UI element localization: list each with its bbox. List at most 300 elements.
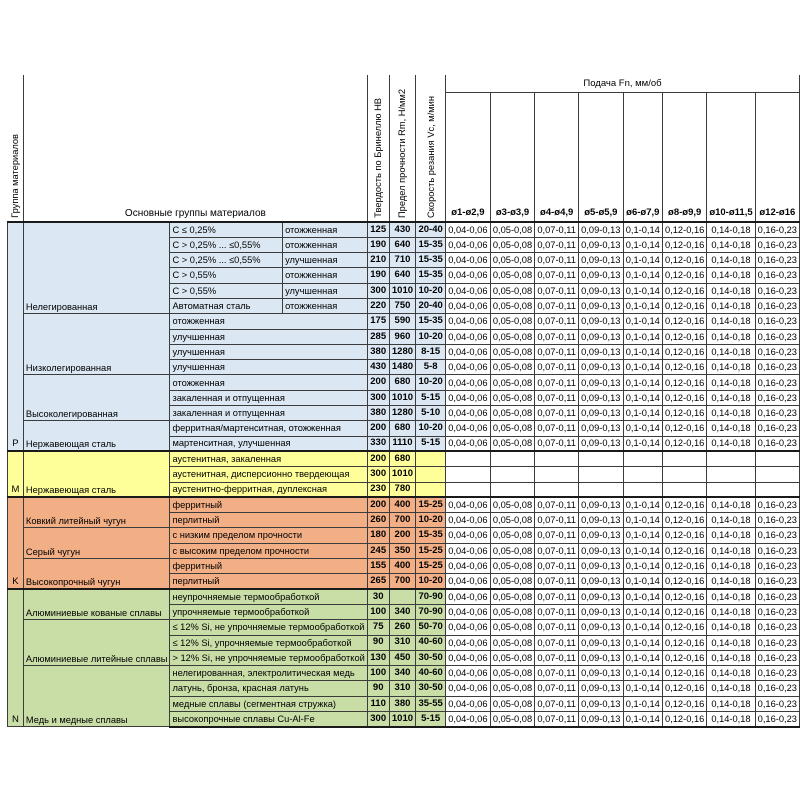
feed-cell — [755, 467, 799, 482]
feed-cell: 0,12-0,16 — [663, 360, 707, 375]
feed-cell: 0,04-0,06 — [445, 620, 490, 635]
feed-cell: 0,1-0,14 — [623, 360, 662, 375]
material-cell: улучшенная — [170, 344, 367, 359]
diameter-header: ø12-ø16 — [755, 92, 799, 222]
hardness-cell: 230 — [367, 482, 389, 497]
feed-cell: 0,04-0,06 — [445, 375, 490, 390]
feed-cell: 0,16-0,23 — [755, 421, 799, 436]
feed-cell: 0,16-0,23 — [755, 620, 799, 635]
table-row — [8, 589, 800, 604]
feed-cell: 0,1-0,14 — [623, 344, 662, 359]
feed-cell — [490, 451, 534, 466]
speed-cell — [416, 482, 446, 497]
hardness-cell: 75 — [367, 620, 389, 635]
feed-cell: 0,07-0,11 — [535, 421, 579, 436]
feed-cell: 0,07-0,11 — [535, 620, 579, 635]
feed-cell: 0,16-0,23 — [755, 650, 799, 665]
feed-cell: 0,16-0,23 — [755, 513, 799, 528]
feed-cell: 0,16-0,23 — [755, 543, 799, 558]
hardness-cell: 200 — [367, 497, 389, 512]
speed-cell: 5-10 — [416, 406, 446, 421]
feed-cell: 0,07-0,11 — [535, 497, 579, 512]
feed-cell: 0,09-0,13 — [579, 222, 623, 237]
col-header-material-group — [8, 75, 24, 222]
hardness-cell: 210 — [367, 253, 389, 268]
col-header-feed: Подача Fn, мм/об — [445, 75, 799, 92]
feed-cell: 0,04-0,06 — [445, 390, 490, 405]
feed-cell: 0,14-0,18 — [707, 604, 755, 619]
category-cell: Ковкий литейный чугун — [23, 497, 170, 528]
feed-cell: 0,05-0,08 — [490, 314, 534, 329]
feed-cell: 0,09-0,13 — [579, 589, 623, 604]
feed-cell: 0,09-0,13 — [579, 650, 623, 665]
col-header-speed — [416, 75, 446, 222]
feed-cell: 0,14-0,18 — [707, 559, 755, 574]
feed-cell: 0,07-0,11 — [535, 436, 579, 451]
material-cell: отожженная — [170, 314, 367, 329]
feed-cell: 0,12-0,16 — [663, 253, 707, 268]
feed-cell: 0,12-0,16 — [663, 620, 707, 635]
strength-cell: 640 — [389, 237, 416, 252]
material-cell: нелегированная, электролитическая медь — [170, 666, 367, 681]
feed-cell: 0,09-0,13 — [579, 666, 623, 681]
feed-cell: 0,05-0,08 — [490, 666, 534, 681]
feed-cell: 0,09-0,13 — [579, 513, 623, 528]
feed-cell — [535, 467, 579, 482]
hardness-cell: 260 — [367, 513, 389, 528]
feed-cell — [535, 451, 579, 466]
feed-cell: 0,16-0,23 — [755, 528, 799, 543]
feed-cell: 0,16-0,23 — [755, 268, 799, 283]
feed-cell: 0,05-0,08 — [490, 574, 534, 589]
feed-cell: 0,04-0,06 — [445, 314, 490, 329]
feed-cell: 0,04-0,06 — [445, 360, 490, 375]
feed-cell: 0,14-0,18 — [707, 375, 755, 390]
feed-cell: 0,16-0,23 — [755, 589, 799, 604]
speed-cell: 40-60 — [416, 635, 446, 650]
feed-cell: 0,12-0,16 — [663, 635, 707, 650]
feed-cell: 0,12-0,16 — [663, 681, 707, 696]
hardness-cell: 200 — [367, 375, 389, 390]
feed-cell: 0,04-0,06 — [445, 528, 490, 543]
treatment-cell: улучшенная — [283, 283, 368, 298]
table-row — [8, 421, 800, 436]
feed-cell: 0,12-0,16 — [663, 436, 707, 451]
col-header-hardness — [367, 75, 389, 222]
feed-cell: 0,16-0,23 — [755, 712, 799, 727]
feed-cell — [663, 467, 707, 482]
feed-cell: 0,09-0,13 — [579, 528, 623, 543]
feed-cell: 0,12-0,16 — [663, 604, 707, 619]
strength-cell: 780 — [389, 482, 416, 497]
table-row — [8, 375, 800, 390]
speed-cell: 8-15 — [416, 344, 446, 359]
feed-cell: 0,12-0,16 — [663, 528, 707, 543]
speed-label: Скорость резания Vc, м/мин — [425, 96, 436, 218]
speed-cell — [416, 451, 446, 466]
material-cell: ферритный — [170, 497, 367, 512]
material-cell: закаленная и отпущенная — [170, 406, 367, 421]
feed-cell — [579, 482, 623, 497]
category-cell: Медь и медные сплавы — [23, 666, 170, 727]
feed-cell: 0,1-0,14 — [623, 268, 662, 283]
feed-cell: 0,05-0,08 — [490, 650, 534, 665]
feed-cell: 0,04-0,06 — [445, 329, 490, 344]
feed-cell: 0,07-0,11 — [535, 329, 579, 344]
feed-cell: 0,16-0,23 — [755, 406, 799, 421]
subcategory-cell: Автоматная сталь — [170, 298, 283, 313]
table-row — [8, 497, 800, 512]
feed-cell: 0,05-0,08 — [490, 513, 534, 528]
feed-cell: 0,14-0,18 — [707, 696, 755, 711]
feed-cell: 0,12-0,16 — [663, 237, 707, 252]
feed-cell: 0,16-0,23 — [755, 344, 799, 359]
treatment-cell: отожженная — [283, 237, 368, 252]
strength-cell: 340 — [389, 604, 416, 619]
feed-cell: 0,1-0,14 — [623, 283, 662, 298]
strength-cell: 400 — [389, 559, 416, 574]
feed-cell: 0,12-0,16 — [663, 666, 707, 681]
feed-cell: 0,07-0,11 — [535, 298, 579, 313]
feed-cell: 0,16-0,23 — [755, 497, 799, 512]
feed-cell: 0,1-0,14 — [623, 298, 662, 313]
feed-cell: 0,04-0,06 — [445, 604, 490, 619]
feed-cell: 0,05-0,08 — [490, 712, 534, 727]
strength-cell: 640 — [389, 268, 416, 283]
feed-cell: 0,14-0,18 — [707, 283, 755, 298]
feed-cell — [663, 482, 707, 497]
treatment-cell: отожженная — [283, 268, 368, 283]
strength-cell: 680 — [389, 451, 416, 466]
feed-cell: 0,07-0,11 — [535, 528, 579, 543]
feed-cell: 0,1-0,14 — [623, 559, 662, 574]
diameter-header: ø10-ø11,5 — [707, 92, 755, 222]
feed-cell: 0,12-0,16 — [663, 497, 707, 512]
group-letter-cell: M — [8, 451, 24, 497]
hardness-cell: 265 — [367, 574, 389, 589]
speed-cell: 10-20 — [416, 375, 446, 390]
feed-cell: 0,07-0,11 — [535, 406, 579, 421]
feed-cell: 0,04-0,06 — [445, 344, 490, 359]
material-cell: ≤ 12% Si, не упрочняемые термообработкой — [170, 620, 367, 635]
feed-cell: 0,04-0,06 — [445, 436, 490, 451]
treatment-cell: улучшенная — [283, 253, 368, 268]
feed-cell: 0,14-0,18 — [707, 237, 755, 252]
feed-cell: 0,09-0,13 — [579, 497, 623, 512]
feed-cell: 0,04-0,06 — [445, 497, 490, 512]
feed-cell: 0,07-0,11 — [535, 360, 579, 375]
hardness-cell: 200 — [367, 421, 389, 436]
hardness-label: Твердость по Бринеллю HB — [373, 98, 384, 218]
feed-cell: 0,14-0,18 — [707, 329, 755, 344]
material-cell: улучшенная — [170, 329, 367, 344]
feed-cell: 0,07-0,11 — [535, 666, 579, 681]
feed-cell: 0,05-0,08 — [490, 329, 534, 344]
strength-cell: 260 — [389, 620, 416, 635]
speed-cell: 5-15 — [416, 712, 446, 727]
speed-cell: 5-8 — [416, 360, 446, 375]
hardness-cell: 125 — [367, 222, 389, 237]
feed-cell: 0,04-0,06 — [445, 589, 490, 604]
strength-cell: 430 — [389, 222, 416, 237]
feed-cell: 0,04-0,06 — [445, 543, 490, 558]
diameter-header: ø4-ø4,9 — [535, 92, 579, 222]
feed-cell: 0,09-0,13 — [579, 635, 623, 650]
hardness-cell: 430 — [367, 360, 389, 375]
hardness-cell: 90 — [367, 681, 389, 696]
feed-cell: 0,14-0,18 — [707, 543, 755, 558]
feed-cell: 0,12-0,16 — [663, 406, 707, 421]
feed-cell: 0,16-0,23 — [755, 666, 799, 681]
feed-cell: 0,16-0,23 — [755, 360, 799, 375]
feed-cell: 0,16-0,23 — [755, 604, 799, 619]
feed-cell: 0,07-0,11 — [535, 237, 579, 252]
category-cell: Серый чугун — [23, 528, 170, 559]
feed-cell: 0,12-0,16 — [663, 712, 707, 727]
speed-cell: 15-25 — [416, 497, 446, 512]
material-cutting-table — [7, 75, 800, 728]
feed-cell: 0,04-0,06 — [445, 681, 490, 696]
hardness-cell: 200 — [367, 451, 389, 466]
speed-cell: 70-90 — [416, 604, 446, 619]
feed-cell: 0,14-0,18 — [707, 650, 755, 665]
feed-cell: 0,04-0,06 — [445, 283, 490, 298]
feed-cell: 0,1-0,14 — [623, 253, 662, 268]
strength-cell: 1010 — [389, 712, 416, 727]
feed-cell: 0,07-0,11 — [535, 390, 579, 405]
feed-cell: 0,14-0,18 — [707, 497, 755, 512]
feed-cell: 0,12-0,16 — [663, 543, 707, 558]
feed-cell: 0,14-0,18 — [707, 436, 755, 451]
feed-cell: 0,14-0,18 — [707, 268, 755, 283]
category-cell: Нержавеющая сталь — [23, 421, 170, 452]
feed-cell: 0,07-0,11 — [535, 589, 579, 604]
hardness-cell: 190 — [367, 268, 389, 283]
strength-cell: 1010 — [389, 467, 416, 482]
feed-cell: 0,12-0,16 — [663, 421, 707, 436]
feed-cell — [707, 451, 755, 466]
strength-cell: 400 — [389, 497, 416, 512]
feed-cell: 0,09-0,13 — [579, 406, 623, 421]
material-cell: неупрочняемые термообработкой — [170, 589, 367, 604]
material-cell: перлитный — [170, 574, 367, 589]
feed-cell: 0,16-0,23 — [755, 559, 799, 574]
strength-cell: 680 — [389, 375, 416, 390]
strength-cell: 700 — [389, 574, 416, 589]
material-group-label: Группа материалов — [10, 134, 21, 218]
feed-cell: 0,07-0,11 — [535, 375, 579, 390]
strength-cell: 340 — [389, 666, 416, 681]
feed-cell: 0,07-0,11 — [535, 712, 579, 727]
feed-cell: 0,1-0,14 — [623, 314, 662, 329]
feed-cell: 0,14-0,18 — [707, 635, 755, 650]
feed-cell: 0,1-0,14 — [623, 222, 662, 237]
feed-cell: 0,09-0,13 — [579, 712, 623, 727]
feed-cell: 0,1-0,14 — [623, 421, 662, 436]
diameter-header: ø8-ø9,9 — [663, 92, 707, 222]
feed-cell: 0,14-0,18 — [707, 360, 755, 375]
material-cell: мартенситная, улучшенная — [170, 436, 367, 451]
feed-cell: 0,04-0,06 — [445, 559, 490, 574]
feed-cell: 0,05-0,08 — [490, 497, 534, 512]
feed-cell: 0,05-0,08 — [490, 604, 534, 619]
feed-cell: 0,05-0,08 — [490, 406, 534, 421]
feed-cell — [490, 482, 534, 497]
feed-cell: 0,16-0,23 — [755, 635, 799, 650]
feed-cell: 0,09-0,13 — [579, 344, 623, 359]
group-letter-cell: P — [8, 222, 24, 451]
feed-cell: 0,16-0,23 — [755, 298, 799, 313]
feed-cell: 0,12-0,16 — [663, 283, 707, 298]
strength-cell: 590 — [389, 314, 416, 329]
feed-cell: 0,09-0,13 — [579, 390, 623, 405]
feed-cell: 0,12-0,16 — [663, 559, 707, 574]
feed-cell — [707, 467, 755, 482]
material-cell: высокопрочные сплавы Cu-Al-Fe — [170, 712, 367, 727]
feed-cell: 0,05-0,08 — [490, 589, 534, 604]
feed-cell — [663, 451, 707, 466]
speed-cell: 5-15 — [416, 390, 446, 405]
hardness-cell: 190 — [367, 237, 389, 252]
feed-cell: 0,14-0,18 — [707, 589, 755, 604]
feed-cell — [707, 482, 755, 497]
speed-cell: 10-20 — [416, 421, 446, 436]
speed-cell — [416, 467, 446, 482]
feed-cell: 0,04-0,06 — [445, 298, 490, 313]
speed-cell: 40-60 — [416, 666, 446, 681]
feed-cell: 0,05-0,08 — [490, 696, 534, 711]
category-cell: Низколегированная — [23, 314, 170, 375]
diameter-header: ø6-ø7,9 — [623, 92, 662, 222]
feed-cell: 0,12-0,16 — [663, 390, 707, 405]
hardness-cell: 300 — [367, 283, 389, 298]
feed-cell: 0,09-0,13 — [579, 314, 623, 329]
feed-cell: 0,09-0,13 — [579, 681, 623, 696]
strength-cell: 700 — [389, 513, 416, 528]
category-cell: Высоколегированная — [23, 375, 170, 421]
feed-cell: 0,04-0,06 — [445, 406, 490, 421]
material-cell: с высоким пределом прочности — [170, 543, 367, 558]
feed-cell: 0,05-0,08 — [490, 360, 534, 375]
feed-cell: 0,07-0,11 — [535, 222, 579, 237]
feed-cell: 0,04-0,06 — [445, 696, 490, 711]
feed-cell: 0,05-0,08 — [490, 559, 534, 574]
diameter-header: ø5-ø5,9 — [579, 92, 623, 222]
feed-cell: 0,09-0,13 — [579, 436, 623, 451]
feed-cell: 0,14-0,18 — [707, 298, 755, 313]
feed-cell: 0,14-0,18 — [707, 344, 755, 359]
feed-cell: 0,1-0,14 — [623, 604, 662, 619]
feed-cell: 0,05-0,08 — [490, 390, 534, 405]
feed-cell: 0,16-0,23 — [755, 329, 799, 344]
feed-cell: 0,1-0,14 — [623, 696, 662, 711]
table-row — [8, 559, 800, 574]
hardness-cell: 245 — [367, 543, 389, 558]
feed-cell: 0,09-0,13 — [579, 696, 623, 711]
feed-cell: 0,1-0,14 — [623, 635, 662, 650]
material-cell: аустенитная, закаленная — [170, 451, 367, 466]
diameter-header: ø3-ø3,9 — [490, 92, 534, 222]
feed-cell: 0,14-0,18 — [707, 574, 755, 589]
feed-cell: 0,05-0,08 — [490, 620, 534, 635]
category-cell: Нержавеющая сталь — [23, 451, 170, 497]
feed-cell: 0,09-0,13 — [579, 329, 623, 344]
feed-cell: 0,16-0,23 — [755, 314, 799, 329]
speed-cell: 5-15 — [416, 436, 446, 451]
feed-cell: 0,14-0,18 — [707, 528, 755, 543]
feed-cell: 0,16-0,23 — [755, 574, 799, 589]
feed-cell: 0,09-0,13 — [579, 375, 623, 390]
hardness-cell: 155 — [367, 559, 389, 574]
feed-cell — [445, 451, 490, 466]
feed-cell: 0,05-0,08 — [490, 268, 534, 283]
feed-cell — [579, 467, 623, 482]
feed-cell: 0,16-0,23 — [755, 237, 799, 252]
feed-cell: 0,07-0,11 — [535, 604, 579, 619]
speed-cell: 10-20 — [416, 574, 446, 589]
feed-cell: 0,1-0,14 — [623, 650, 662, 665]
feed-cell: 0,07-0,11 — [535, 696, 579, 711]
feed-cell: 0,09-0,13 — [579, 421, 623, 436]
speed-cell: 15-35 — [416, 314, 446, 329]
table-row — [8, 451, 800, 466]
feed-cell: 0,1-0,14 — [623, 390, 662, 405]
feed-cell: 0,04-0,06 — [445, 574, 490, 589]
feed-cell — [535, 482, 579, 497]
hardness-cell: 330 — [367, 436, 389, 451]
hardness-cell: 90 — [367, 635, 389, 650]
speed-cell: 15-35 — [416, 528, 446, 543]
material-cell: аустенитно-ферритная, дуплексная — [170, 482, 367, 497]
top-header-row — [8, 75, 800, 92]
feed-cell: 0,12-0,16 — [663, 574, 707, 589]
strength-cell: 450 — [389, 650, 416, 665]
feed-cell: 0,05-0,08 — [490, 543, 534, 558]
subcategory-cell: C > 0,25% ... ≤0,55% — [170, 253, 283, 268]
speed-cell: 10-20 — [416, 329, 446, 344]
feed-cell: 0,04-0,06 — [445, 513, 490, 528]
feed-cell: 0,1-0,14 — [623, 436, 662, 451]
feed-cell — [755, 482, 799, 497]
speed-cell: 10-20 — [416, 283, 446, 298]
feed-cell: 0,14-0,18 — [707, 314, 755, 329]
subcategory-cell: C > 0,55% — [170, 268, 283, 283]
feed-cell: 0,1-0,14 — [623, 589, 662, 604]
feed-cell: 0,14-0,18 — [707, 222, 755, 237]
feed-cell: 0,12-0,16 — [663, 589, 707, 604]
feed-cell: 0,04-0,06 — [445, 666, 490, 681]
treatment-cell: отожженная — [283, 298, 368, 313]
feed-cell: 0,05-0,08 — [490, 222, 534, 237]
feed-cell: 0,05-0,08 — [490, 283, 534, 298]
feed-cell: 0,05-0,08 — [490, 681, 534, 696]
material-cell: ферритная/мартенситная, отожженная — [170, 421, 367, 436]
feed-cell: 0,04-0,06 — [445, 421, 490, 436]
subcategory-cell: C > 0,55% — [170, 283, 283, 298]
material-cell: медные сплавы (сегментная стружка) — [170, 696, 367, 711]
speed-cell: 15-25 — [416, 543, 446, 558]
feed-cell: 0,1-0,14 — [623, 681, 662, 696]
feed-cell: 0,1-0,14 — [623, 237, 662, 252]
feed-cell: 0,09-0,13 — [579, 620, 623, 635]
feed-cell: 0,12-0,16 — [663, 650, 707, 665]
strength-cell: 200 — [389, 528, 416, 543]
feed-cell — [445, 482, 490, 497]
speed-cell: 15-35 — [416, 253, 446, 268]
strength-cell: 310 — [389, 681, 416, 696]
feed-cell: 0,1-0,14 — [623, 375, 662, 390]
speed-cell: 20-40 — [416, 222, 446, 237]
